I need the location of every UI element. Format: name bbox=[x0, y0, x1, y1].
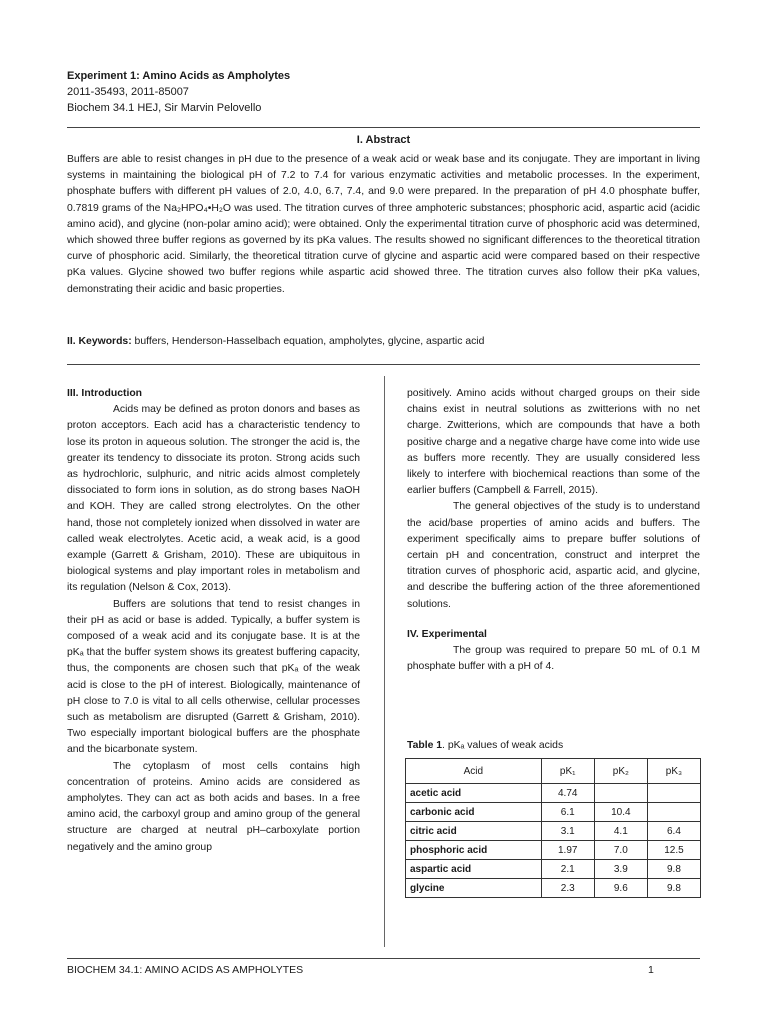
acid-name-cell: glycine bbox=[406, 879, 542, 898]
pk2-cell: 3.9 bbox=[594, 860, 647, 879]
table-header-cell: pK₃ bbox=[647, 759, 700, 784]
pk3-cell bbox=[647, 784, 700, 803]
pk2-cell: 7.0 bbox=[594, 841, 647, 860]
right-column bbox=[407, 386, 700, 675]
footer-divider bbox=[67, 958, 700, 959]
pk1-cell: 6.1 bbox=[541, 803, 594, 822]
table-row bbox=[406, 879, 701, 898]
table-row bbox=[406, 822, 701, 841]
table-row bbox=[406, 841, 701, 860]
pk3-cell: 12.5 bbox=[647, 841, 700, 860]
student-ids: 2011-35493, 2011-85007 bbox=[67, 86, 189, 98]
keywords-label: II. Keywords: bbox=[67, 336, 132, 347]
pk3-cell: 6.4 bbox=[647, 822, 700, 841]
pk1-cell: 3.1 bbox=[541, 822, 594, 841]
acid-name-cell: carbonic acid bbox=[406, 803, 542, 822]
pk1-cell: 1.97 bbox=[541, 841, 594, 860]
intro-paragraph-4: positively. Amino acids without charged groups on their side chains exist in neutral solutions as zwitterions with no net charge. Zwitterions, which are compounds that have a both positive charge and a negative charge have come into wide use as buffers more recently. They are usually considered less likely to interfere with biochemical reactions than some of the earlier buffers (Campbell & Farrell, 2015). bbox=[407, 388, 700, 497]
table-caption-label: Table 1 bbox=[407, 740, 443, 751]
table-caption-text: . pKₐ values of weak acids bbox=[442, 740, 564, 751]
pk3-cell: 9.8 bbox=[647, 860, 700, 879]
footer-running-title: BIOCHEM 34.1: AMINO ACIDS AS AMPHOLYTES bbox=[67, 964, 304, 976]
table-row bbox=[406, 784, 701, 803]
pk3-cell bbox=[647, 803, 700, 822]
pk1-cell: 2.1 bbox=[541, 860, 594, 879]
intro-paragraph-1: Acids may be defined as proton donors and bases as proton acceptors. Each acid has a characteristic tendency to lose its proton in aqueous solution. The stronger the acid is, the greater its tendency to dissociate its proton. Strong acids such as hydrochloric, sulphuric, and nitric acids almost completely dissociated to form ions in solution, as do strong bases NaOH and KOH. They are called strong electrolytes. On the other hand, those not completely ionized when dissolved in water are called weak electrolytes. Acetic acid, a weak acid, is a good example (Garrett & Grisham, 2010). These are ubiquitous in biological systems and play important roles in metabolism and its regulation (Nelson & Cox, 2013). bbox=[67, 404, 360, 594]
pk3-cell: 9.8 bbox=[647, 879, 700, 898]
abstract-text: Buffers are able to resist changes in pH due to the presence of a weak acid or weak base and its conjugate. They are important in living systems in maintaining the biological pH of 7.2 to 7.4 for various enzymatic activities and metabolic processes. In the experiment, phosphate buffers with different pH values of 2.0, 4.0, 6.7, 7.4, and 9.0 were prepared. In the preparation of pH 4.0 phosphate buffer, 0.7819 grams of the Na₂HPO₄•H₂O was used. The titration curves of three amphoteric substances; phosphoric acid, aspartic acid (acidic amino acid), and glycine (non-polar amino acid); were obtained. Only the experimental titration curve of phosphoric acid was determined, which showed three buffer regions as governed by its pKa values. The results showed no significant differences to the theoretical titration curve of phosphoric acid. Similarly, the theoretical titration curve of glycine and aspartic acid were compared based on their respective pKa values. Glycine showed two buffer regions while aspartic acid showed three. The titration curves also follow their pKa values, demonstrating their acidic and basic properties. bbox=[67, 154, 700, 295]
pka-table bbox=[405, 758, 701, 898]
pk2-cell: 9.6 bbox=[594, 879, 647, 898]
acid-name-cell: citric acid bbox=[406, 822, 542, 841]
abstract-heading: I. Abstract bbox=[356, 134, 411, 146]
document-header bbox=[67, 68, 707, 116]
acid-name-cell: phosphoric acid bbox=[406, 841, 542, 860]
intro-paragraph-5: The general objectives of the study is to understand the acid/base properties of amino acids and buffers. The experiment specifically aims to prepare buffer solutions of certain pH and concentration, construct and interpret the titration curves of phosphoric acid, aspartic acid, and glycine, and describe the buffering action of the three aforementioned solutions. bbox=[407, 501, 700, 610]
page-number: 1 bbox=[648, 964, 654, 976]
course-info: Biochem 34.1 HEJ, Sir Marvin Pelovello bbox=[67, 102, 262, 114]
intro-paragraph-3: The cytoplasm of most cells contains high concentration of proteins. Amino acids are considered as ampholytes. They can act as both acids and bases. In a free amino acid, the carboxyl group and amino group of the general structure are charged at neutral pH–carboxylate portion negatively and the amino group bbox=[67, 760, 360, 853]
experimental-paragraph: The group was required to prepare 50 mL of 0.1 M phosphate buffer with a pH of 4. bbox=[407, 645, 700, 673]
left-column bbox=[67, 386, 360, 856]
experiment-title: Experiment 1: Amino Acids as Ampholytes bbox=[67, 70, 291, 82]
table-row bbox=[406, 803, 701, 822]
intro-paragraph-2: Buffers are solutions that tend to resist changes in their pH as acid or base is added. Typically, a buffer system is composed of a weak acid and its conjugate base. It is at the pKₐ that the buffer system shows its greatest buffering capacity, thus, the components are chosen such that pKₐ of the weak acid is close to the pH of interest. Biologically, maintenance of pH close to 7.0 is vital to all cells otherwise, cellular processes such as metabolism are disrupted (Garrett & Grisham, 2010). Two especially important biological buffers are the phosphate and the bicarbonate system. bbox=[67, 598, 360, 756]
pk2-cell bbox=[594, 784, 647, 803]
table-row bbox=[406, 860, 701, 879]
column-divider bbox=[384, 376, 385, 947]
table-header-cell: pK₁ bbox=[541, 759, 594, 784]
pk2-cell: 10.4 bbox=[594, 803, 647, 822]
table-header-cell: pK₂ bbox=[594, 759, 647, 784]
experimental-heading: IV. Experimental bbox=[407, 628, 487, 640]
table-header-row bbox=[406, 759, 701, 784]
introduction-heading: III. Introduction bbox=[67, 388, 143, 399]
pk1-cell: 2.3 bbox=[541, 879, 594, 898]
keywords-text: buffers, Henderson-Hasselbach equation, ampholytes, glycine, aspartic acid bbox=[131, 336, 485, 347]
pk2-cell: 4.1 bbox=[594, 822, 647, 841]
acid-name-cell: aspartic acid bbox=[406, 860, 542, 879]
pk1-cell: 4.74 bbox=[541, 784, 594, 803]
abstract-divider bbox=[67, 364, 700, 365]
acid-name-cell: acetic acid bbox=[406, 784, 542, 803]
table-header-cell: Acid bbox=[406, 759, 542, 784]
keywords-line bbox=[67, 336, 700, 347]
table-caption bbox=[407, 740, 563, 751]
header-divider bbox=[67, 127, 700, 128]
